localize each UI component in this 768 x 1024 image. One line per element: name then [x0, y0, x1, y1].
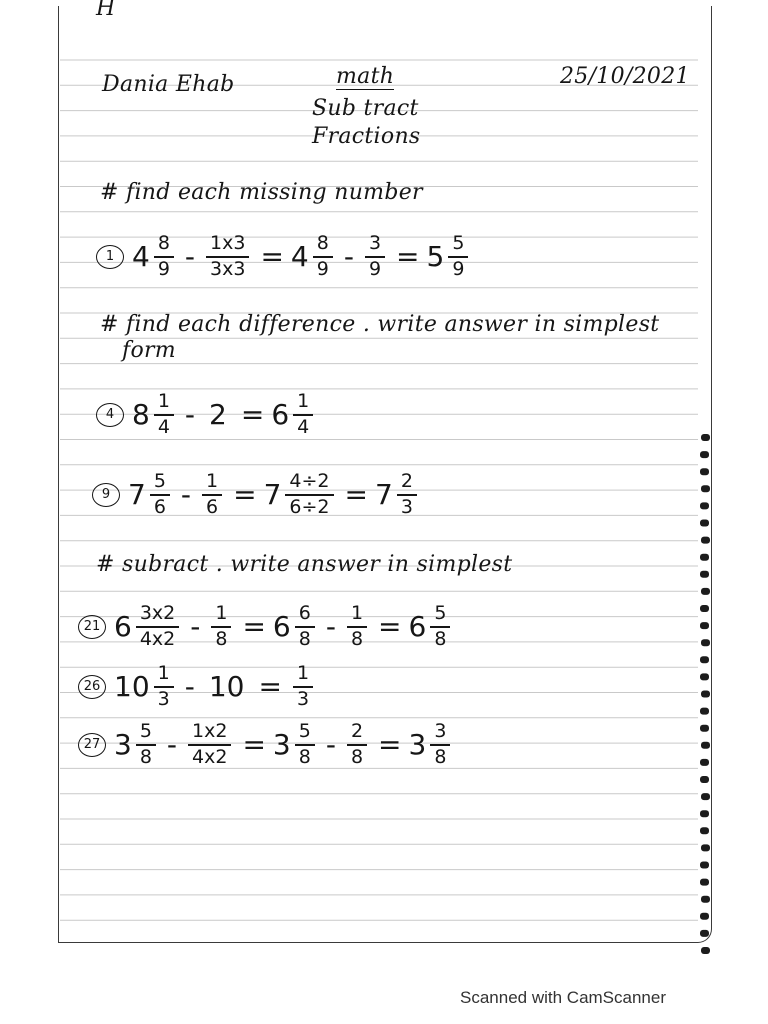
whole-number: 2	[209, 397, 227, 431]
denominator: 6	[153, 495, 166, 518]
whole-number: 5	[426, 239, 445, 273]
section-heading-1: # find each missing number	[100, 180, 423, 205]
operator: =	[378, 609, 402, 643]
numerator: 5	[153, 470, 166, 492]
whole-number: 6	[271, 397, 290, 431]
fraction	[206, 234, 249, 280]
operator: =	[242, 727, 266, 761]
numerator: 5	[434, 602, 447, 624]
date: 25/10/2021	[560, 64, 690, 89]
fraction	[136, 604, 179, 650]
operator: =	[260, 239, 284, 273]
denominator: 9	[316, 257, 329, 280]
denominator: 4x2	[139, 627, 176, 650]
operator: -	[190, 609, 201, 643]
operator: -	[166, 727, 178, 761]
denominator: 8	[350, 745, 364, 768]
section-heading-2-line-2: form	[122, 338, 176, 363]
operator: -	[325, 609, 336, 643]
problem-9	[92, 472, 421, 518]
problem-27	[78, 722, 454, 768]
operator: =	[258, 669, 282, 703]
whole-number: 7	[263, 477, 282, 511]
fraction	[295, 604, 315, 650]
operator: -	[180, 477, 192, 511]
operator: -	[343, 239, 354, 273]
denominator: 6	[206, 495, 219, 518]
spiral-ring	[701, 947, 710, 954]
operator: =	[396, 239, 420, 273]
whole-number: 3	[408, 727, 427, 761]
denominator: 6÷2	[289, 495, 330, 518]
fraction	[295, 722, 315, 768]
numerator: 1	[297, 390, 310, 412]
numerator: 2	[350, 720, 364, 742]
denominator: 8	[298, 745, 311, 768]
fraction	[154, 392, 174, 438]
denominator: 3	[296, 687, 310, 710]
fraction	[136, 722, 156, 768]
denominator: 9	[157, 257, 170, 280]
numerator: 1	[296, 662, 310, 684]
whole-number: 4	[290, 239, 309, 273]
topic-line-2: Fractions	[312, 124, 421, 149]
numerator: 3	[368, 232, 382, 254]
numerator: 5	[452, 232, 465, 254]
numerator: 4÷2	[289, 470, 330, 492]
denominator: 3	[157, 687, 170, 710]
whole-number: 10	[208, 669, 245, 703]
section-heading-3: # subract . write answer in simplest	[96, 552, 513, 577]
fraction	[202, 472, 222, 518]
operator: -	[184, 239, 196, 273]
numerator: 2	[400, 470, 413, 492]
numerator: 6	[298, 602, 311, 624]
numerator: 1x3	[210, 232, 246, 254]
fraction	[430, 604, 450, 650]
section-heading-2: # find each difference . write answer in simplest	[100, 312, 660, 337]
operator: =	[378, 727, 402, 761]
denominator: 9	[452, 257, 465, 280]
whole-number: 3	[272, 727, 291, 761]
operator: =	[233, 477, 257, 511]
denominator: 8	[215, 627, 228, 650]
numerator: 5	[139, 720, 152, 742]
fraction	[365, 234, 385, 280]
whole-number: 3	[114, 727, 132, 761]
fraction	[430, 722, 450, 768]
denominator: 8	[298, 627, 311, 650]
denominator: 4x2	[192, 745, 228, 768]
numerator: 5	[298, 720, 311, 742]
denominator: 3	[400, 495, 413, 518]
denominator: 9	[368, 257, 382, 280]
operator: -	[184, 669, 195, 703]
fraction	[154, 234, 174, 280]
fraction	[293, 664, 313, 710]
denominator: 8	[139, 745, 152, 768]
problem-number: 26	[78, 675, 106, 699]
fraction	[285, 472, 333, 518]
whole-number: 7	[128, 477, 146, 511]
whole-number: 7	[375, 477, 393, 511]
denominator: 4	[157, 415, 170, 438]
numerator: 8	[157, 232, 170, 254]
problem-number: 21	[78, 615, 106, 639]
problem-26	[78, 664, 317, 710]
fraction	[293, 392, 313, 438]
fraction	[347, 722, 367, 768]
fraction	[397, 472, 417, 518]
numerator: 3x2	[139, 602, 176, 624]
fraction	[211, 604, 231, 650]
subject-title: math	[336, 64, 395, 89]
operator: =	[242, 609, 266, 643]
problem-1	[96, 234, 472, 280]
operator: -	[325, 727, 336, 761]
operator: =	[344, 477, 368, 511]
fraction	[313, 234, 333, 280]
denominator: 8	[434, 627, 447, 650]
numerator: 1	[350, 602, 364, 624]
fraction	[347, 604, 367, 650]
numerator: 1x2	[192, 720, 228, 742]
numerator: 1	[206, 470, 219, 492]
denominator: 8	[434, 745, 447, 768]
numerator: 1	[157, 662, 170, 684]
scanner-watermark: Scanned with CamScanner	[460, 988, 667, 1007]
whole-number: 8	[132, 397, 150, 431]
problem-4	[96, 392, 317, 438]
numerator: 1	[157, 390, 170, 412]
numerator: 8	[316, 232, 329, 254]
topic-line-1: Sub tract	[312, 96, 419, 121]
fraction	[188, 722, 231, 768]
operator: -	[184, 397, 196, 431]
corner-initials: H	[96, 0, 116, 21]
fraction	[154, 664, 174, 710]
problem-number: 9	[92, 483, 120, 507]
problem-number: 27	[78, 733, 106, 757]
whole-number: 4	[132, 239, 150, 273]
operator: =	[240, 397, 265, 431]
problem-21	[78, 604, 454, 650]
problem-number: 1	[96, 245, 124, 269]
problem-number: 4	[96, 403, 124, 427]
denominator: 4	[297, 415, 310, 438]
denominator: 8	[350, 627, 364, 650]
denominator: 3x3	[210, 257, 246, 280]
whole-number: 6	[408, 609, 427, 643]
student-name: Dania Ehab	[102, 72, 235, 97]
fraction	[150, 472, 170, 518]
numerator: 1	[215, 602, 228, 624]
whole-number: 6	[114, 609, 132, 643]
whole-number: 6	[272, 609, 291, 643]
numerator: 3	[434, 720, 447, 742]
fraction	[448, 234, 468, 280]
whole-number: 10	[114, 669, 150, 703]
